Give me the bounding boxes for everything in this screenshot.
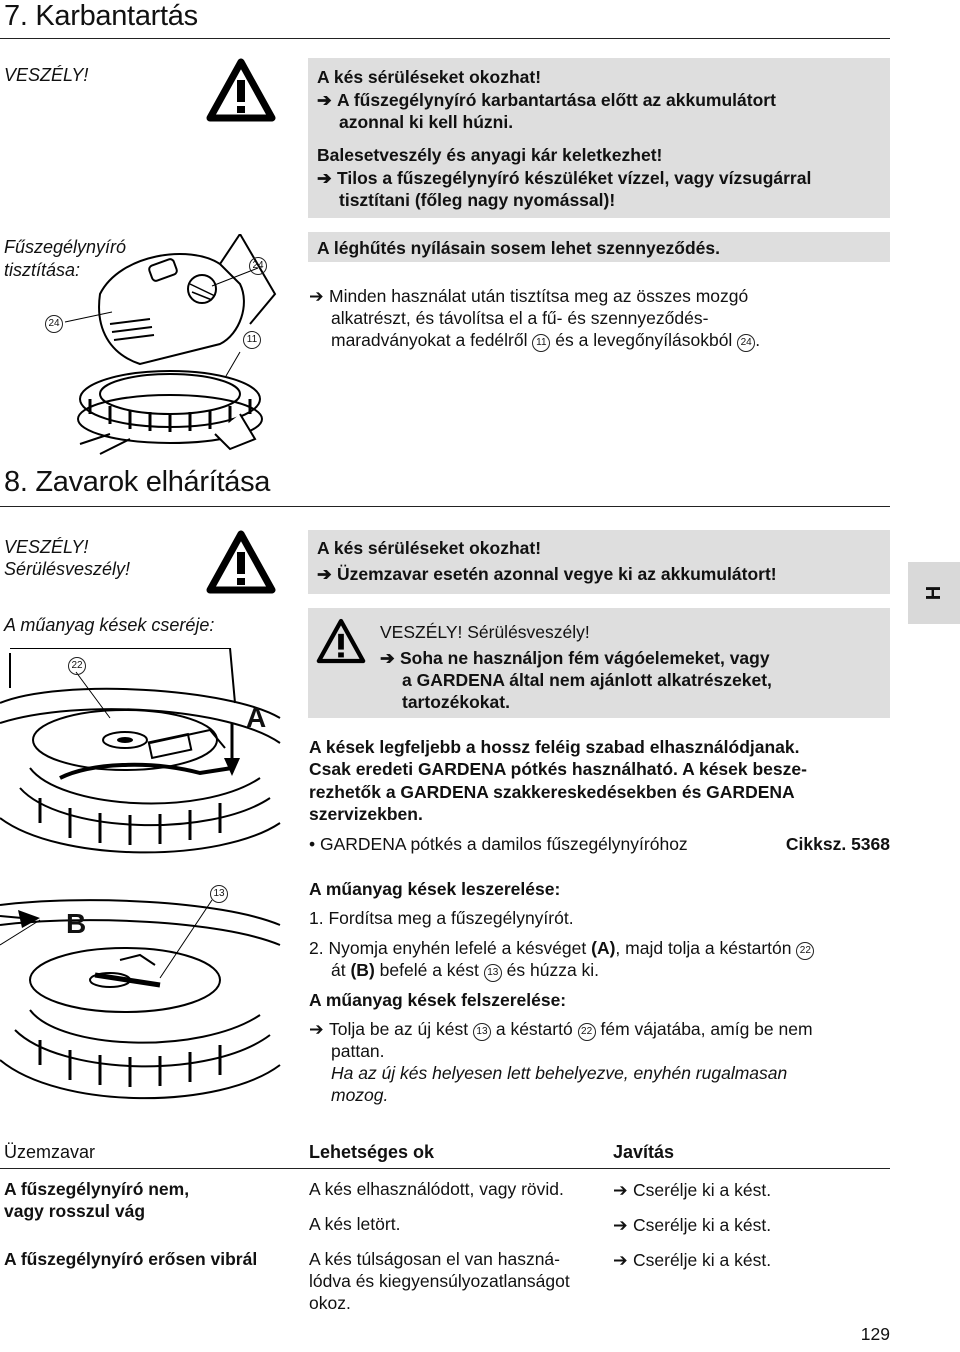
row2-cause: A kés letört. — [309, 1214, 401, 1234]
row3-fault: A fűszegélynyíró erősen vibrál — [4, 1249, 258, 1269]
arrow-icon: ➔ — [613, 1180, 628, 1200]
warn2-line1: A kés sérüléseket okozhat! — [317, 538, 542, 558]
arrow-icon: ➔ — [613, 1250, 628, 1270]
title-rule — [0, 38, 890, 39]
warn3-line1: VESZÉLY! Sérülésveszély! — [380, 622, 590, 642]
clean-label-1: Fűszegélynyíró — [4, 237, 127, 257]
row3-cause-line2: lódva és kiegyensúlyozatlanságot — [309, 1271, 570, 1291]
clean-step-line1: ➔ Minden használat után tisztítsa meg az összes mozgó — [309, 286, 749, 306]
arrow-icon: ➔ — [309, 1019, 324, 1039]
warn3-line4: tartozékokat. — [402, 692, 510, 712]
arrow-icon: ➔ — [309, 286, 324, 306]
arrow-icon: ➔ — [317, 168, 332, 188]
row1-fault-line2: vagy rosszul vág — [4, 1201, 146, 1221]
install-note-2: mozog. — [331, 1085, 389, 1105]
warning-triangle-small-icon — [316, 618, 366, 664]
title-rule-2 — [0, 506, 890, 507]
install-note-1: Ha az új kés helyesen lett behelyezve, enyhén rugalmasan — [331, 1063, 788, 1083]
clean-label-2: tisztítása: — [4, 260, 81, 280]
replace-label: A műanyag kések cseréje: — [4, 615, 215, 635]
warn1-line6: tisztítani (főleg nagy nyomással)! — [339, 190, 616, 210]
label-b: B — [66, 908, 87, 939]
row1-fix: ➔ Cserélje ki a kést. — [613, 1180, 772, 1200]
danger-label-2: VESZÉLY! — [4, 537, 89, 557]
para-3: rezhetők a GARDENA szakkereskedésekben és GARDENA — [309, 782, 795, 802]
bullet-code: Cikksz. 5368 — [785, 834, 890, 854]
vent-note: A léghűtés nyílásain sosem lehet szennyeződés. — [317, 238, 720, 258]
blade-head-illustration-a — [0, 648, 285, 875]
row3-cause-line3: okoz. — [309, 1293, 351, 1313]
warn3-line3: a GARDENA által nem ajánlott alkatrészeket, — [402, 670, 772, 690]
remove-step-2-cont: át (B) befelé a kést 13 és húzza ki. — [331, 960, 600, 980]
bullet-item: • GARDENA pótkés a damilos fűszegélynyíróhoz — [309, 834, 688, 854]
row2-fix: ➔ Cserélje ki a kést. — [613, 1215, 772, 1235]
warn1-line3: azonnal ki kell húzni. — [339, 112, 514, 132]
callout-22: 22 — [68, 656, 86, 675]
callout-24-right: 24 — [249, 256, 267, 275]
arrow-icon: ➔ — [613, 1215, 628, 1235]
clean-step-line3: maradványokat a fedélről 11 és a levegőnyílásokból 24 . — [331, 330, 761, 350]
warn1-line2: ➔ A fűszegélynyíró karbantartása előtt az akkumulátort — [317, 90, 776, 110]
arrow-icon: ➔ — [380, 648, 395, 668]
section-7-title: 7. Karbantartás — [4, 0, 198, 32]
row1-fault-line1: A fűszegélynyíró nem, — [4, 1179, 190, 1199]
para-1: A kések legfeljebb a hossz feléig szabad elhasználódjanak. — [309, 737, 800, 757]
blade-head-illustration-b — [0, 880, 285, 1130]
remove-step-2: 2. Nyomja enyhén lefelé a késvéget (A), majd tolja a késtartón 22 — [309, 937, 814, 960]
install-title: A műanyag kések felszerelése: — [309, 990, 567, 1010]
arrow-icon: ➔ — [317, 90, 332, 110]
callout-13: 13 — [210, 884, 228, 903]
danger-label: VESZÉLY! — [4, 65, 89, 85]
para-2: Csak eredeti GARDENA pótkés használható. A kések besze- — [309, 759, 807, 779]
install-step-1-cont: pattan. — [331, 1041, 385, 1061]
install-step-1: ➔ Tolja be az új kést 13 a késtartó 22 fém vájatába, amíg be nem — [309, 1019, 813, 1039]
arrow-icon: ➔ — [317, 564, 332, 584]
table-header-fix: Javítás — [613, 1142, 675, 1162]
clean-step-line2: alkatrészt, és távolítsa el a fű- és szennyeződés- — [331, 308, 709, 328]
callout-11: 11 — [243, 330, 261, 349]
table-header-fault: Üzemzavar — [4, 1142, 96, 1162]
remove-title: A műanyag kések leszerelése: — [309, 879, 561, 899]
warn1-line5: ➔ Tilos a fűszegélynyíró készüléket vízzel, vagy vízsugárral — [317, 168, 812, 188]
language-tab: H — [908, 562, 960, 624]
table-rule — [0, 1168, 890, 1169]
page-number: 129 — [860, 1324, 890, 1344]
warn3-line2: ➔ Soha ne használjon fém vágóelemeket, vagy — [380, 648, 770, 668]
row1-cause: A kés elhasználódott, vagy rövid. — [309, 1179, 564, 1199]
table-header-cause: Lehetséges ok — [309, 1142, 435, 1162]
warning-triangle-icon — [206, 530, 276, 594]
warning-triangle-icon — [206, 58, 276, 122]
warn1-line1: A kés sérüléseket okozhat! — [317, 67, 542, 87]
callout-24-left: 24 — [45, 314, 63, 333]
remove-step-1: 1. Fordítsa meg a fűszegélynyírót. — [309, 908, 574, 928]
danger-sub: Sérülésveszély! — [4, 559, 131, 579]
warn1-line4: Balesetveszély és anyagi kár keletkezhet! — [317, 145, 663, 165]
row3-fix: ➔ Cserélje ki a kést. — [613, 1250, 772, 1270]
row3-cause-line1: A kés túlságosan el van haszná- — [309, 1249, 560, 1269]
warn2-line2: ➔ Üzemzavar esetén azonnal vegye ki az akkumulátort! — [317, 564, 777, 584]
para-4: szervizekben. — [309, 804, 423, 824]
label-a: A — [246, 702, 267, 733]
section-8-title: 8. Zavarok elhárítása — [4, 466, 271, 498]
